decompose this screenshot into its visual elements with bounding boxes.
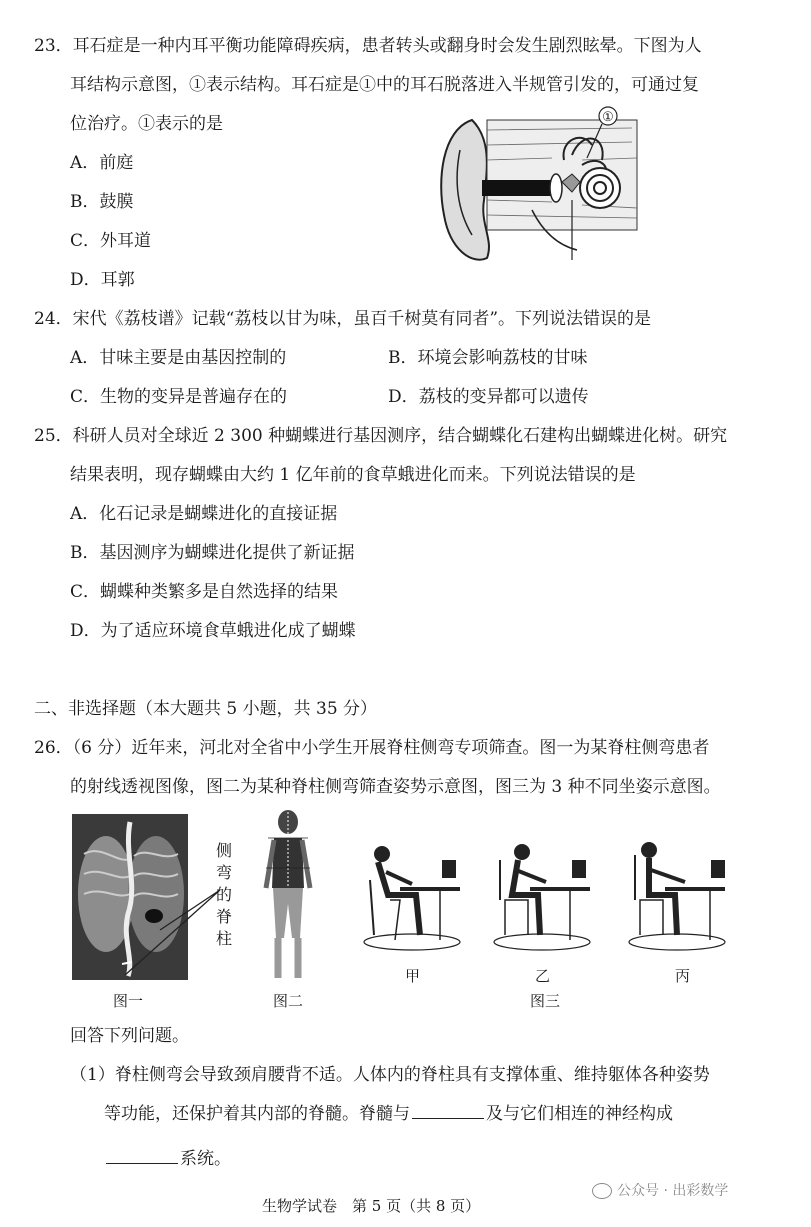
structure-1-marker: ① — [602, 110, 614, 125]
q23-line1: 23．耳石症是一种内耳平衡功能障碍疾病，患者转头或翻身时会发生剧烈眩晕。下图为人 — [34, 36, 702, 56]
q23-option-a: A．前庭 — [70, 153, 134, 173]
ear-structure-diagram — [432, 100, 652, 270]
q24-stem: 24．宋代《荔枝谱》记载“荔枝以甘为味，虽百千树莫有同者”。下列说法错误的是 — [34, 309, 652, 329]
spine-label-char-4: 脊 — [215, 907, 232, 926]
q24-option-c: C．生物的变异是普遍存在的 — [70, 387, 288, 407]
screening-posture-figure — [258, 808, 318, 986]
q23-line3: 位治疗。①表示的是 — [70, 114, 223, 134]
sitting-posture-bing — [625, 840, 730, 955]
figure1-caption: 图一 — [113, 992, 144, 1010]
spine-label-char-1: 侧 — [215, 841, 232, 860]
pose-label-yi: 乙 — [535, 967, 551, 985]
watermark — [592, 1180, 728, 1200]
q26-sub1-line1: （1）脊柱侧弯会导致颈肩腰背不适。人体内的脊柱具有支撑体重、维持躯体各种姿势 — [70, 1065, 710, 1085]
q26-sub1-line2 — [104, 1103, 673, 1125]
figure3-caption: 图三 — [530, 992, 561, 1010]
pointer-lines — [120, 880, 225, 980]
q26-sub1-line2-part-b: 及与它们相连的神经构成 — [486, 1104, 673, 1124]
q25-option-d: D．为了适应环境食草蛾进化成了蝴蝶 — [70, 621, 356, 641]
page-footer: 生物学试卷 第 5 页（共 8 页） — [262, 1197, 481, 1215]
q26-sub1-line3 — [104, 1148, 231, 1170]
sitting-posture-jia — [360, 840, 465, 955]
watermark-text: 公众号 · 出彩数学 — [617, 1183, 729, 1199]
q25-option-a: A．化石记录是蝴蝶进化的直接证据 — [70, 504, 338, 524]
q23-option-b: B．鼓膜 — [70, 192, 134, 212]
wechat-icon — [592, 1183, 612, 1199]
answer-blank-1[interactable] — [412, 1104, 484, 1119]
q26-answer-intro: 回答下列问题。 — [70, 1026, 189, 1046]
pose-label-bing: 丙 — [675, 967, 691, 985]
q25-line1: 25．科研人员对全球近 2 300 种蝴蝶进行基因测序，结合蝴蝶化石建构出蝴蝶进化树。研究 — [34, 426, 728, 446]
q23-option-c: C．外耳道 — [70, 231, 152, 251]
figure2-caption: 图二 — [273, 992, 304, 1010]
spine-label-char-3: 的 — [215, 885, 232, 904]
q24-option-d: D．荔枝的变异都可以遗传 — [388, 387, 589, 407]
spine-label-char-2: 弯 — [215, 863, 232, 882]
sitting-posture-yi — [490, 840, 595, 955]
answer-blank-2[interactable] — [106, 1149, 178, 1164]
q25-option-b: B．基因测序为蝴蝶进化提供了新证据 — [70, 543, 355, 563]
q26-line1: 26．（6 分）近年来，河北对全省中小学生开展脊柱侧弯专项筛查。图一为某脊柱侧弯患者 — [34, 738, 710, 758]
section2-title: 二、非选择题（本大题共 5 小题，共 35 分） — [34, 699, 378, 719]
pose-label-jia: 甲 — [405, 967, 421, 985]
q23-line2: 耳结构示意图，①表示结构。耳石症是①中的耳石脱落进入半规管引发的，可通过复 — [70, 75, 699, 95]
q24-option-b: B．环境会影响荔枝的甘味 — [388, 348, 588, 368]
q25-option-c: C．蝴蝶种类繁多是自然选择的结果 — [70, 582, 339, 602]
q23-option-d: D．耳郭 — [70, 270, 135, 290]
q25-line2: 结果表明，现存蝴蝶由大约 1 亿年前的食草蛾进化而来。下列说法错误的是 — [70, 465, 636, 485]
q26-line2: 的射线透视图像，图二为某种脊柱侧弯筛查姿势示意图，图三为 3 种不同坐姿示意图。 — [70, 777, 721, 797]
q24-option-a: A．甘味主要是由基因控制的 — [70, 348, 287, 368]
spine-label-char-5: 柱 — [215, 929, 232, 948]
q26-sub1-line3-part-b: 系统。 — [180, 1149, 231, 1169]
q26-sub1-line2-part-a: 等功能，还保护着其内部的脊髓。脊髓与 — [104, 1104, 410, 1124]
